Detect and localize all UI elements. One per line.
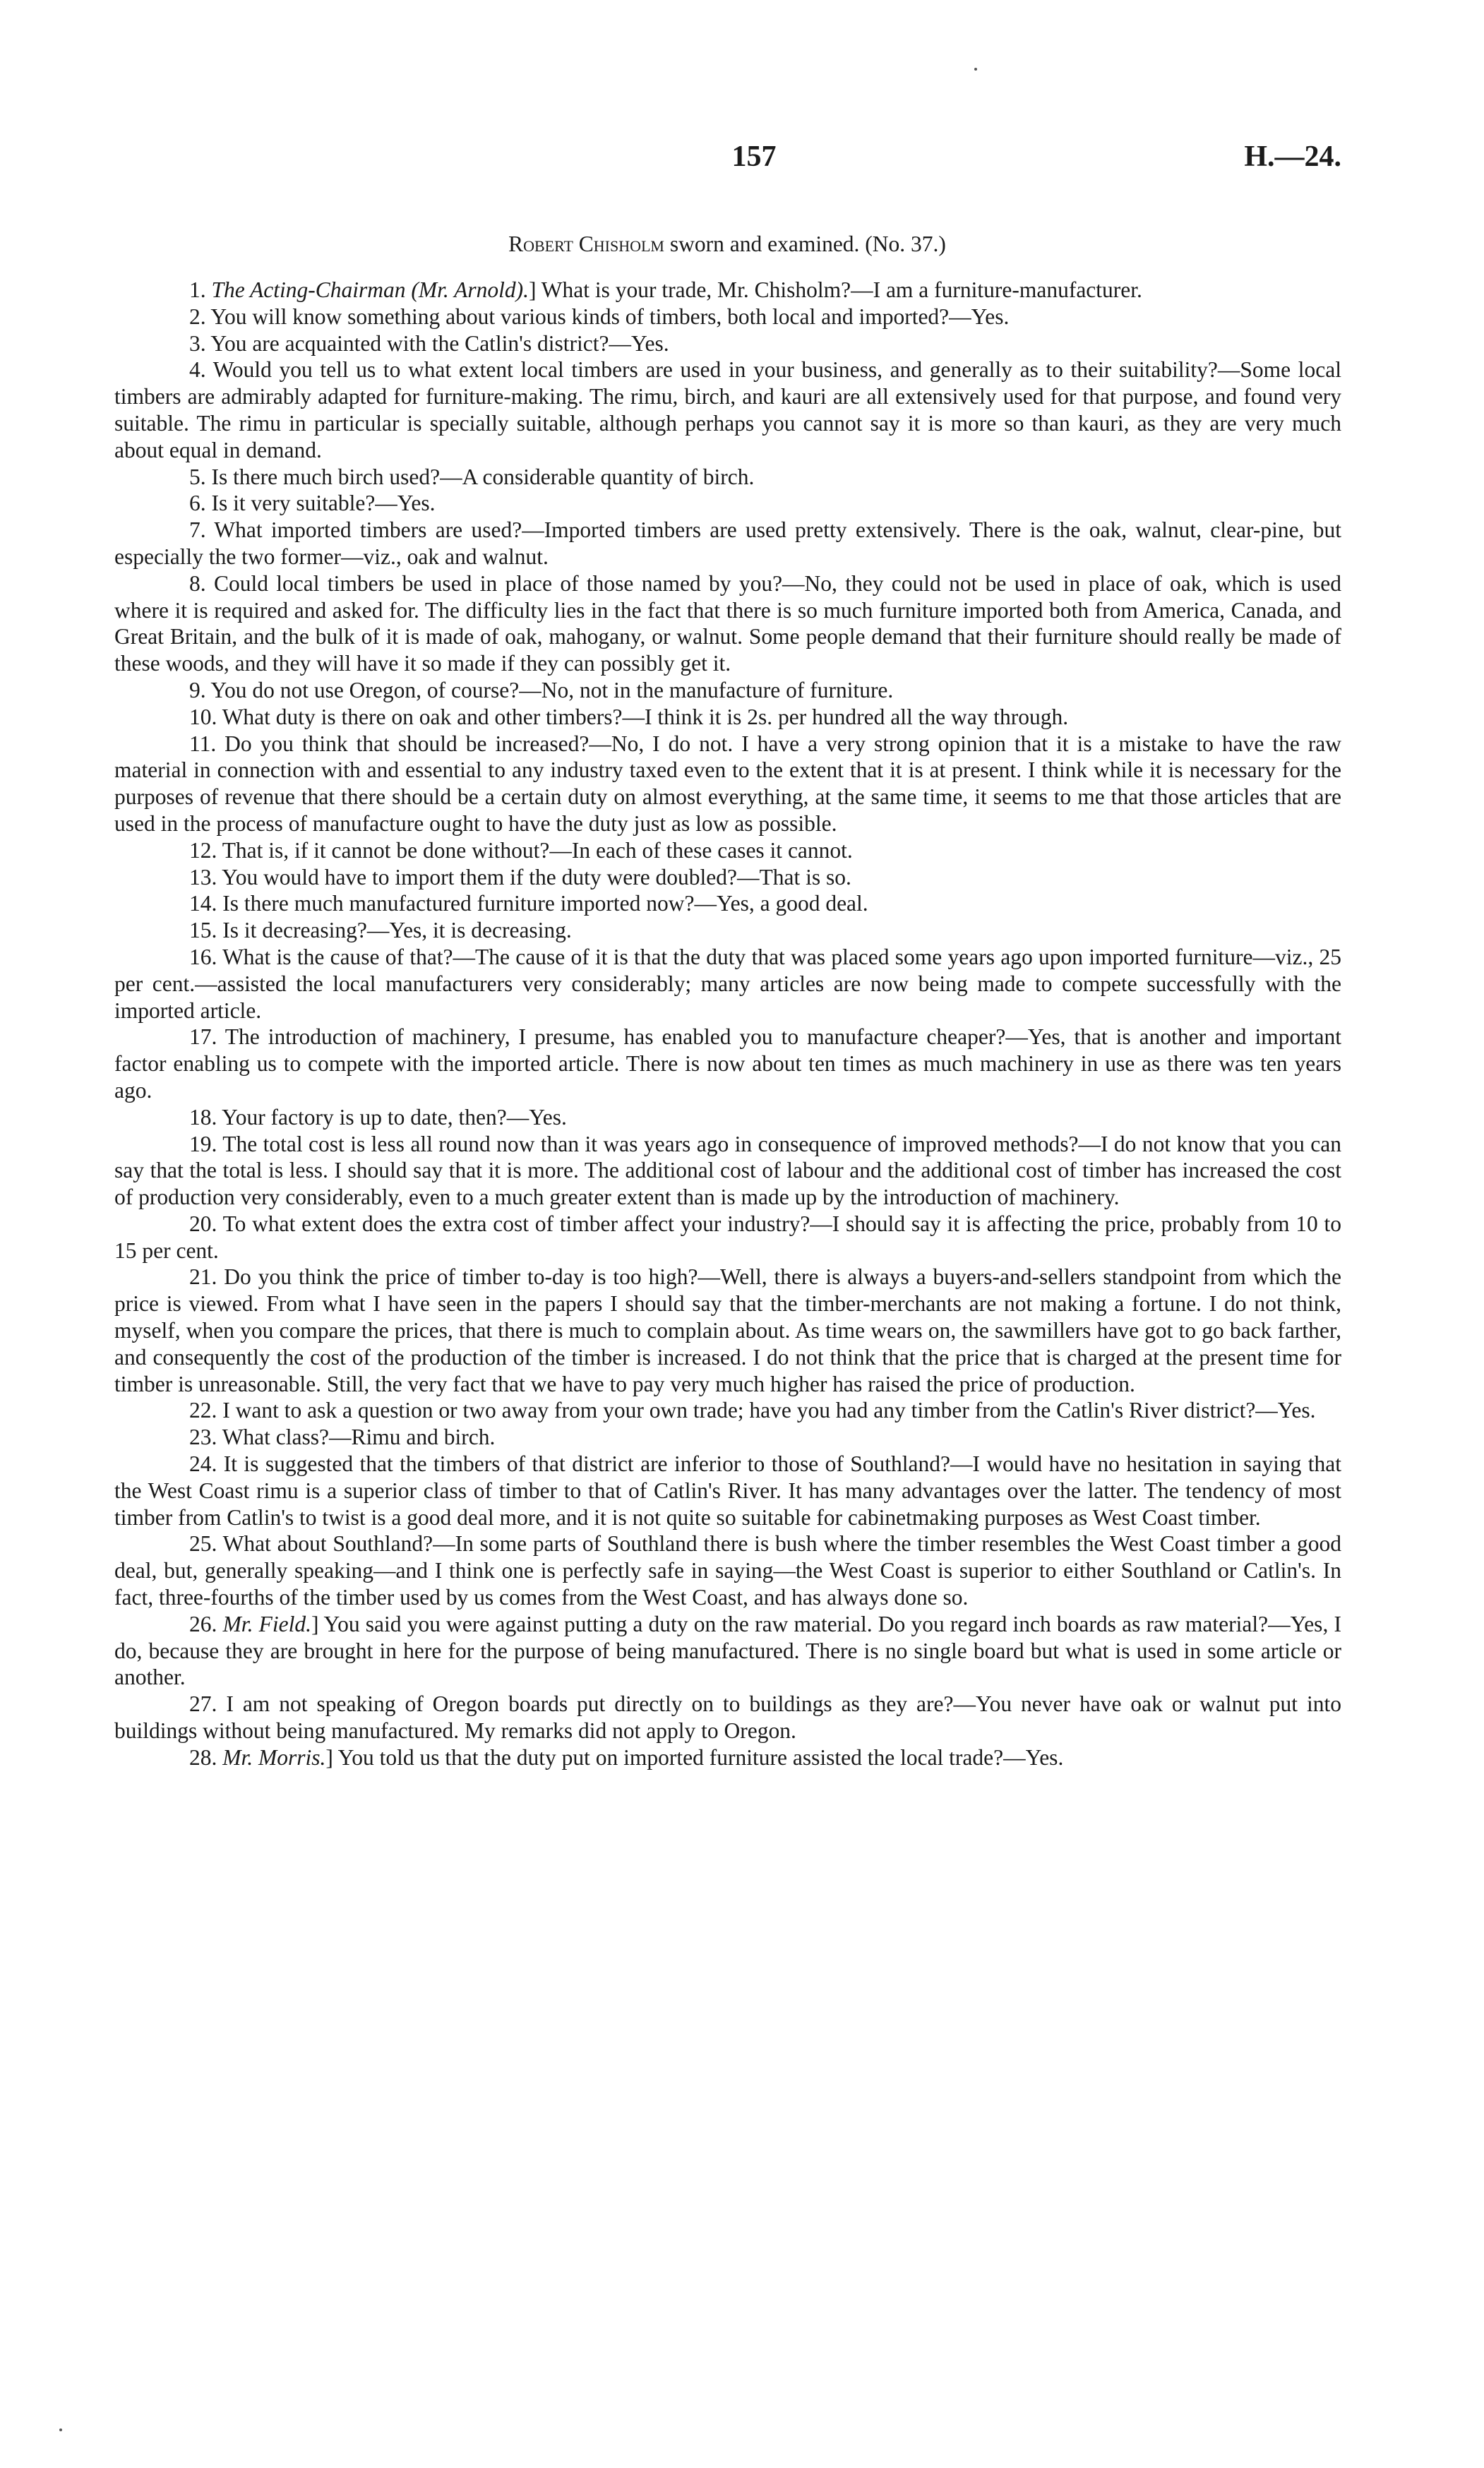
- question-number: 24.: [189, 1451, 224, 1477]
- question-answer-text: You do not use Oregon, of course?—No, not in the manufacture of furniture.: [210, 677, 894, 702]
- question-number: 6.: [189, 491, 212, 516]
- question-answer-text: Do you think that should be increased?—No, I do not. I have a very strong opinion that it is a mistake to have the raw material in connection with and essential to any industry taxed even to the extent that it is at present. I think while it is necessary for the purposes of revenue that there should be a certain duty on almost everything, at the same time, it seems to me that those articles that are used in the process of manufacture ought to have the duty just as low as possible.: [114, 731, 1341, 836]
- witness-heading-rest: sworn and examined. (No. 37.): [664, 232, 946, 256]
- testimony-paragraph: [114, 357, 1341, 463]
- testimony-paragraph: [114, 1611, 1341, 1691]
- testimony-paragraph: [114, 1530, 1341, 1610]
- question-answer-text: ] What is your trade, Mr. Chisholm?—I am a furniture-manufacturer.: [528, 277, 1142, 302]
- question-answer-text: Is it very suitable?—Yes.: [211, 491, 436, 516]
- question-number: 20.: [189, 1211, 223, 1236]
- testimony-paragraph: [114, 1397, 1341, 1424]
- testimony-paragraph: [114, 464, 1341, 491]
- testimony-paragraph: [114, 837, 1341, 864]
- question-number: 14.: [189, 891, 223, 916]
- question-answer-text: Your factory is up to date, then?—Yes.: [222, 1104, 567, 1130]
- scan-speck: [59, 2428, 62, 2431]
- testimony-paragraph: [114, 1104, 1341, 1131]
- question-number: 2.: [189, 304, 211, 329]
- witness-name: Robert Chisholm: [508, 232, 664, 256]
- testimony-paragraph: [114, 277, 1341, 304]
- question-number: 22.: [189, 1398, 223, 1423]
- question-number: 11.: [189, 731, 225, 756]
- question-number: 21.: [189, 1264, 225, 1290]
- testimony-paragraph: [114, 1131, 1341, 1211]
- testimony-paragraph: [114, 1264, 1341, 1397]
- testimony-body: [114, 277, 1341, 1771]
- speaker-name: Mr. Field.: [222, 1611, 311, 1636]
- question-answer-text: The total cost is less all round now than it was years ago in consequence of improved methods?—I do not know that you can say that the total is less. I should say that it is more. The additional cost of labour and the additional cost of timber has increased the cost of production very considerably, even to a much greater extent than is made up by the introduction of machinery.: [114, 1131, 1341, 1210]
- question-answer-text: The introduction of machinery, I presume, has enabled you to manufacture cheaper?—Yes, that is another and important factor enabling us to compete with the imported article. There is now about ten times as much machinery in use as there was ten years ago.: [114, 1024, 1341, 1103]
- question-answer-text: Do you think the price of timber to-day is too high?—Well, there is always a buyers-and-sellers standpoint from which the price is viewed. From what I have seen in the papers I should say that the timber-merchants are not making a fortune. I do not think, myself, when you compare the prices, that there is much to complain about. As time wears on, the sawmillers have got to go back farther, and consequently the cost of the production of the timber is increased. I do not think that the price that is charged at the present time for timber is unreasonable. Still, the very fact that we have to pay very much higher has raised the price of production.: [114, 1264, 1342, 1396]
- document-reference: H.—24.: [1244, 140, 1341, 173]
- question-number: 19.: [189, 1131, 223, 1156]
- testimony-paragraph: [114, 731, 1341, 837]
- question-number: 13.: [189, 864, 222, 889]
- question-answer-text: Is there much manufactured furniture imported now?—Yes, a good deal.: [222, 891, 868, 916]
- question-number: 5.: [189, 464, 212, 489]
- testimony-paragraph: [114, 304, 1341, 330]
- testimony-paragraph: [114, 864, 1341, 891]
- question-number: 10.: [189, 704, 222, 729]
- question-answer-text: What class?—Rimu and birch.: [222, 1425, 496, 1450]
- question-answer-text: That is, if it cannot be done without?—In each of these cases it cannot.: [222, 837, 853, 863]
- testimony-paragraph: [114, 490, 1341, 517]
- question-answer-text: What duty is there on oak and other timbers?—I think it is 2s. per hundred all the way through.: [222, 704, 1069, 729]
- question-answer-text: Is there much birch used?—A considerable quantity of birch.: [211, 464, 755, 489]
- question-answer-text: What is the cause of that?—The cause of it is that the duty that was placed some years ago upon imported furniture—viz., 25 per cent.—assisted the local manufacturers very considerably; many articles are now being made to compete successfully with the imported article.: [114, 944, 1341, 1023]
- testimony-paragraph: [114, 330, 1341, 357]
- question-answer-text: ] You said you were against putting a duty on the raw material. Do you regard inch boards as raw material?—Yes, I do, because they are brought in here for the purpose of being manufactured. There is no single board but what is used in some article or another.: [114, 1611, 1341, 1690]
- question-number: 23.: [189, 1425, 222, 1450]
- question-number: 28.: [189, 1744, 223, 1770]
- testimony-paragraph: [114, 1744, 1341, 1771]
- testimony-paragraph: [114, 704, 1341, 731]
- scan-speck: [974, 68, 977, 71]
- question-answer-text: To what extent does the extra cost of timber affect your industry?—I should say it is affecting the price, probably from 10 to 15 per cent.: [114, 1211, 1341, 1263]
- question-number: 7.: [189, 517, 215, 543]
- question-answer-text: You are acquainted with the Catlin's district?—Yes.: [210, 330, 669, 356]
- question-answer-text: What imported timbers are used?—Imported timbers are used pretty extensively. There is the oak, walnut, clear-pine, but especially the two former—viz., oak and walnut.: [114, 517, 1341, 569]
- testimony-paragraph: [114, 677, 1341, 704]
- question-number: 26.: [189, 1611, 223, 1636]
- testimony-paragraph: [114, 517, 1341, 570]
- question-answer-text: I am not speaking of Oregon boards put directly on to buildings as they are?—You never have oak or walnut put into buildings without being manufactured. My remarks did not apply to Oregon.: [114, 1691, 1341, 1744]
- question-number: 18.: [189, 1104, 222, 1130]
- question-number: 17.: [189, 1024, 225, 1050]
- question-answer-text: You would have to import them if the duty were doubled?—That is so.: [222, 864, 851, 889]
- question-answer-text: You will know something about various kinds of timbers, both local and imported?—Yes.: [210, 304, 1010, 329]
- question-number: 27.: [189, 1691, 227, 1717]
- question-number: 9.: [189, 677, 211, 702]
- question-answer-text: ] You told us that the duty put on imported furniture assisted the local trade?—Yes.: [325, 1744, 1064, 1770]
- question-number: 3.: [189, 330, 211, 356]
- testimony-paragraph: [114, 1024, 1341, 1103]
- testimony-paragraph: [114, 917, 1341, 944]
- question-answer-text: Could local timbers be used in place of those named by you?—No, they could not be used in place of oak, which is used where it is required and asked for. The difficulty lies in the fact that there is so much furniture imported both from America, Canada, and Great Britain, and the bulk of it is made of oak, mahogany, or walnut. Some people demand that their furniture should really be made of these woods, and they will have it so made if they can possibly get it.: [114, 570, 1341, 676]
- page-header: [113, 140, 1341, 182]
- question-number: 4.: [189, 357, 213, 383]
- testimony-paragraph: [114, 944, 1341, 1024]
- question-answer-text: It is suggested that the timbers of that district are inferior to those of Southland?—I would have no hesitation in saying that the West Coast rimu is a superior class of timber to that of Catlin's River. It has many advantages over the latter. The tendency of most timber from Catlin's to twist is a good deal more, and it is not quite so suitable for cabinetmaking purposes as West Coast timber.: [114, 1451, 1341, 1530]
- page-number: 157: [731, 140, 777, 173]
- testimony-paragraph: [114, 1424, 1341, 1451]
- question-number: 12.: [189, 837, 222, 863]
- testimony-paragraph: [114, 1211, 1341, 1264]
- testimony-paragraph: [114, 1691, 1341, 1744]
- question-number: 15.: [189, 918, 223, 943]
- testimony-paragraph: [114, 570, 1341, 677]
- question-number: 16.: [189, 944, 223, 969]
- question-answer-text: Would you tell us to what extent local timbers are used in your business, and generally as to their suitability?—Some local timbers are admirably adapted for furniture-making. The rimu, birch, and kauri are all extensively used for that purpose, and found very suitable. The rimu in particular is specially suitable, although perhaps you cannot say it is more so than kauri, as they are very much about equal in demand.: [114, 357, 1341, 462]
- testimony-paragraph: [114, 1451, 1341, 1530]
- question-answer-text: What about Southland?—In some parts of Southland there is bush where the timber resembles the West Coast timber a good deal, but, generally speaking—and I think one is perfectly safe in saying—the West Coast is superior to either Southland or Catlin's. In fact, three-fourths of the timber used by us comes from the West Coast, and has always done so.: [114, 1531, 1341, 1610]
- witness-heading: [113, 232, 1341, 257]
- question-number: 25.: [189, 1531, 223, 1557]
- question-number: 8.: [189, 570, 214, 596]
- speaker-name: The Acting-Chairman (Mr. Arnold).: [211, 277, 529, 302]
- question-answer-text: Is it decreasing?—Yes, it is decreasing.: [222, 918, 572, 943]
- question-number: 1.: [189, 277, 212, 302]
- speaker-name: Mr. Morris.: [222, 1744, 326, 1770]
- testimony-paragraph: [114, 890, 1341, 917]
- question-answer-text: I want to ask a question or two away from your own trade; have you had any timber from the Catlin's River district?—Yes.: [222, 1398, 1316, 1423]
